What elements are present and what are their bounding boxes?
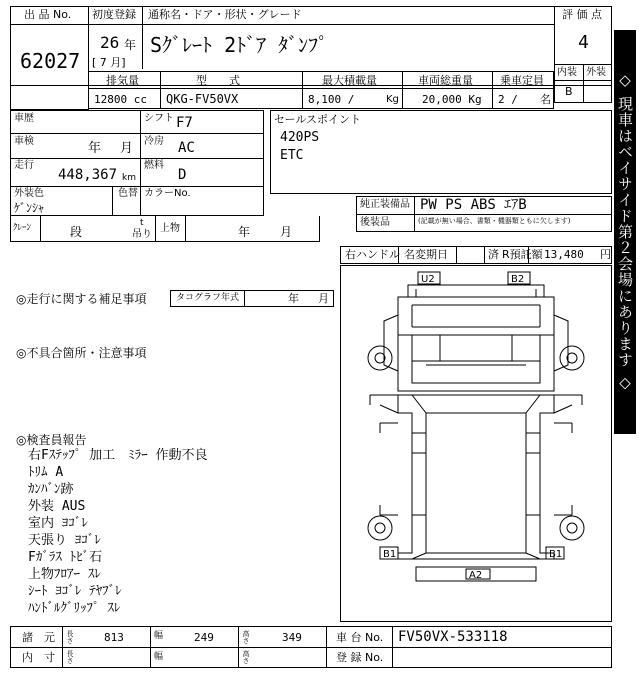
- mark-b1-right: B1: [549, 549, 563, 560]
- specs-label: 諸 元: [22, 631, 55, 644]
- tacho-label: タコグラフ年式: [176, 293, 240, 303]
- sales-point-line2: ETC: [280, 148, 304, 163]
- inspector-report-line: ﾄﾘﾑ A: [28, 465, 64, 480]
- crane-t: t: [140, 218, 144, 228]
- width-label: 幅: [154, 631, 164, 641]
- mark-u2: U2: [421, 274, 435, 285]
- first-reg-year: 26: [100, 33, 120, 52]
- capacity-label: 乗車定員: [500, 74, 544, 87]
- inspection-month-unit: 月: [120, 141, 134, 156]
- mark-b2: B2: [511, 274, 525, 285]
- tacho-month: 月: [318, 292, 329, 305]
- inner-length-label: 長さ: [66, 650, 74, 664]
- inspection-label: 車検: [14, 136, 34, 147]
- name-change-label: 名変期日: [404, 248, 448, 261]
- model-type-label: 型 式: [196, 74, 240, 87]
- side-banner: ◇ 現車はベイサイド第２会場にあります ◇: [614, 30, 636, 434]
- inspector-report-line: 上物ﾌﾛｱｰ ｽﾚ: [28, 567, 101, 582]
- mileage-unit: km: [122, 173, 136, 183]
- model-name: Sｸﾞﾚｰﾄ 2ﾄﾞｱ ﾀﾞﾝﾌﾟ: [150, 33, 329, 57]
- sales-point-line1: 420PS: [280, 130, 320, 145]
- recycle-amount: 13,480: [544, 248, 584, 261]
- recycle-r-label: R預託額: [502, 248, 543, 261]
- color-no-label: カラーNo.: [144, 188, 191, 199]
- interior-grade: B: [565, 85, 573, 98]
- mark-a2: A2: [469, 570, 483, 581]
- height-value: 349: [282, 631, 302, 644]
- inspector-report-line: 右Fｽﾃｯﾌﾟ 加工 ﾐﾗｰ 作動不良: [28, 448, 208, 463]
- length-label: 長さ: [66, 630, 74, 644]
- height-label: 高さ: [242, 630, 250, 644]
- first-reg-month: [ 7 月]: [92, 56, 126, 69]
- truck-damage-diagram: [340, 265, 612, 622]
- recycle-done: 済: [488, 248, 499, 261]
- inspector-report-line: 室内 ﾖｺﾞﾚ: [28, 516, 88, 531]
- mileage-label: 走行: [14, 160, 34, 171]
- model-header-label: 通称名・ドア・形状・グレード: [148, 8, 302, 21]
- displacement-label: 排気量: [106, 74, 139, 87]
- displacement-value: 12800 cc: [94, 93, 147, 106]
- model-type-value: QKG-FV50VX: [166, 92, 239, 106]
- lot-label: 出 品 No.: [24, 8, 72, 21]
- first-reg-year-unit: 年: [124, 38, 137, 52]
- crane-stage: 段: [70, 225, 83, 239]
- equipment-label: 純正装備品: [360, 199, 410, 210]
- length-value: 813: [104, 631, 124, 644]
- ext-color-label: 外装色: [14, 188, 44, 199]
- crane-label: ｸﾚｰﾝ: [13, 223, 32, 233]
- lot-number: 62027: [20, 49, 81, 73]
- gross-weight-label: 車両総重量: [418, 74, 473, 87]
- fuel-label: 燃料: [144, 160, 164, 171]
- first-reg-label: 初度登録: [92, 8, 136, 21]
- inspector-report-line: ｶﾝﾊﾞﾝ跡: [28, 482, 74, 497]
- inspector-report-line: Fｶﾞﾗｽ ﾄﾋﾞ石: [28, 550, 103, 565]
- history-label: 車歴: [14, 113, 34, 124]
- inspector-report-line: ﾊﾝﾄﾞﾙｸﾞﾘｯﾌﾟ ｽﾚ: [28, 601, 121, 616]
- exterior-label: 外装: [586, 67, 606, 78]
- loading-year: 年: [238, 225, 251, 239]
- capacity-unit: 名: [540, 93, 551, 106]
- inner-label: 内 寸: [22, 651, 55, 664]
- mileage-value: 448,367: [58, 167, 118, 183]
- aircon-label: 冷房: [144, 136, 164, 147]
- equipment-value: PW PS ABS ｴｱB: [420, 197, 527, 213]
- inspection-year-unit: 年: [88, 141, 102, 156]
- fuel-value: D: [178, 167, 187, 183]
- ext-color-value: ｹﾞﾝｼｬ: [14, 201, 45, 215]
- sales-point-label: セールスポイント: [274, 113, 362, 126]
- rating-label: 評 価 点: [562, 8, 602, 21]
- inspector-report-line: 天張り ﾖｺﾞﾚ: [28, 533, 101, 548]
- inspector-report-line: ｼｰﾄ ﾖｺﾞﾚ ﾃﾔﾌﾞﾚ: [28, 584, 122, 599]
- chassis-value: FV50VX-533118: [398, 629, 508, 645]
- inner-height-label: 高さ: [242, 650, 250, 664]
- max-load-value: 8,100 /: [308, 93, 355, 106]
- aircon-value: AC: [178, 140, 195, 156]
- capacity-value: 2 /: [498, 93, 518, 106]
- max-load-label: 最大積載量: [322, 74, 377, 87]
- width-value: 249: [194, 631, 214, 644]
- tacho-year: 年: [288, 292, 299, 305]
- color-code-label: 色替: [118, 188, 138, 199]
- defects-label: ◎不具合箇所・注意事項: [16, 346, 147, 360]
- chassis-label: 車 台 No.: [336, 631, 384, 644]
- crane-lift: 吊り: [132, 229, 152, 240]
- interior-label: 内装: [557, 67, 577, 78]
- inspector-label: ◎検査員報告: [16, 433, 87, 447]
- inner-width-label: 幅: [154, 652, 164, 662]
- right-handle: 右ハンドル: [345, 248, 400, 261]
- gross-weight-value: 20,000 Kg: [422, 93, 482, 106]
- loading-label: 上物: [160, 223, 180, 234]
- mark-b1-left: B1: [383, 549, 397, 560]
- aftermarket-label: 後装品: [360, 217, 390, 228]
- shift-value: F7: [176, 115, 193, 131]
- registration-label: 登 録 No.: [336, 651, 384, 664]
- details-grid: [10, 110, 264, 216]
- running-notes-label: ◎走行に関する補足事項: [16, 292, 147, 306]
- recycle-unit: 円: [600, 248, 611, 261]
- loading-month: 月: [280, 225, 293, 239]
- aftermarket-note: (記載が無い場合、書類・機器類ともに欠します): [418, 217, 571, 225]
- max-load-unit: Kg: [386, 94, 399, 105]
- inspector-report-list: [28, 447, 207, 617]
- shift-label: シフト: [144, 113, 174, 124]
- inspector-report-line: 外装 AUS: [28, 499, 86, 514]
- rating-value: 4: [578, 32, 589, 53]
